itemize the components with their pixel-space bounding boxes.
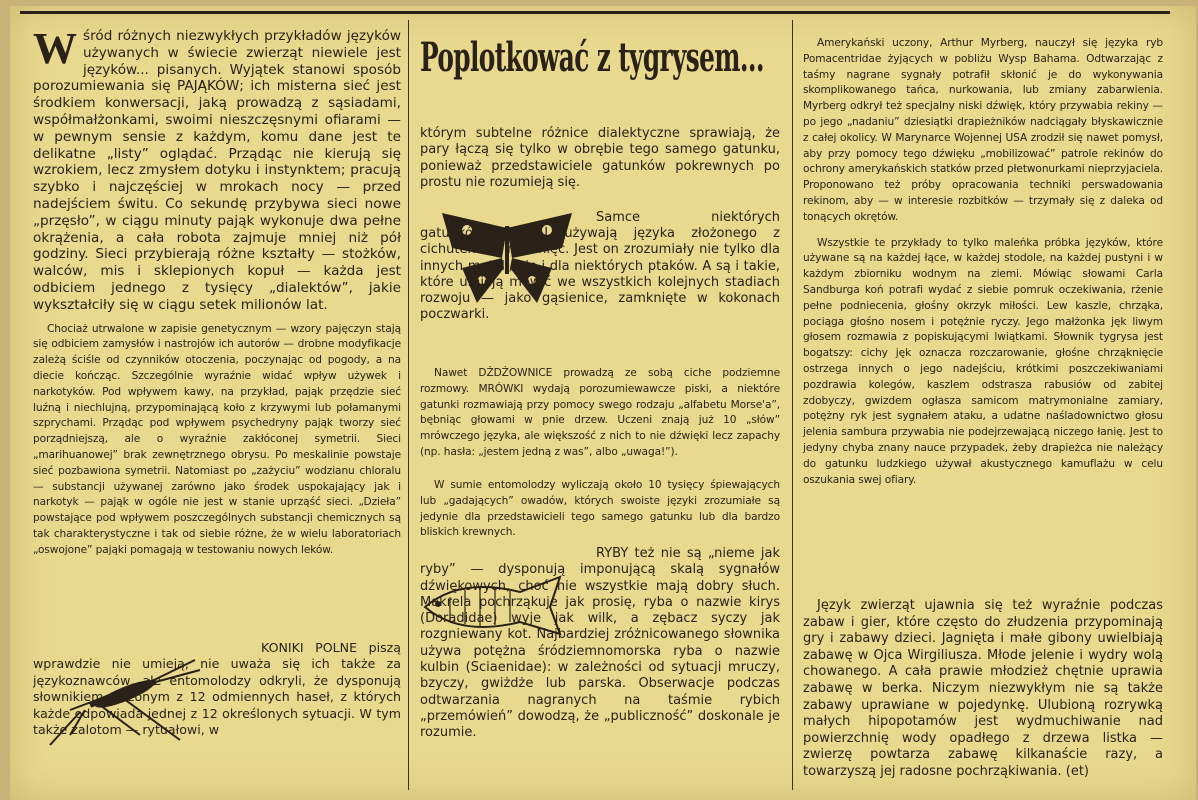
paragraph-dialects: którym subtelne różnice dialektyczne sprawiają, że pary łączą się tylko w obrębie tego samego gatunku, ponieważ przedstawiciele gatunków pokrewnych po prostu nie rozumieją się. <box>420 126 780 191</box>
paragraph-fish: RYBY też nie są „nieme jak ryby” — dysponują imponującą skalą sygnałów dźwiękowych, choć nie wszystkie mają dobry słuch. Makrela pochrząkuje jak prosię, ryba o nazwie kirys (Doradidae) wyje jak wilk, a zębacz syczy jak rozgniewany kot. Najbardziej zróżnicowanego słownika używa potężna śródziemnomorska ryba o nazwie kulbin (Sciaenidae): w zależności od sytuacji mruczy, bzyczy, gwiżdże lub parska. Obserwacje podczas odtwarzania nagranych na taśmie rybich „przemówień” dowodzą, że „publiczność” doskonale je rozumie. <box>420 546 780 741</box>
paragraph-butterflies: Samce niektórych gatunków MOTYLI używają języka złożonego z cichuteńkich mlaśnięć. Jest on zrozumiały nie tylko dla innych motyli, ale i dla niektórych ptaków. A są i takie, które umieją mówić we wszystkich kolejnych stadiach rozwoju — jako gąsienice, zamknięte w kokonach poczwarki. <box>420 210 780 323</box>
headline: Poplotkować z tygrysem... <box>420 34 764 81</box>
top-rule <box>20 11 1170 14</box>
column-1 <box>33 24 401 565</box>
paragraph-insects: W sumie entomolodzy wyliczają około 10 tysięcy śpiewających lub „gadających” owadów, których swoiste języki zrozumiałe są jedynie dla przedstawicieli tego samego gatunku lub dla bardzo bliskich krewnych. <box>420 479 780 539</box>
paragraph-myrberg: Amerykański uczony, Arthur Myrberg, nauczył się języka ryb Pomacentridae żyjących w pobliżu Wysp Bahama. Odtwarzając z taśmy nagrane sygnały potrafił skłonić je do wykonywania skomplikowanego tańca, nurkowania, lub zmiany zabarwienia. Myrberg odkrył też specjalny niski dźwięk, który przywabia rekiny — po jego „nadaniu” dziesiątki drapieżników nadciągały błyskawicznie z całej okolicy. W Marynarce Wojennej USA zrodził się nawet pomysł, aby przy pomocy tego dźwięku „mobilizować” patrole rekinów do ochrony amerykańskich statków przed płetwonurkami nieprzyjaciela. Proponowano też próby opracowania techniki perswadowania rekinom, aby — w interesie rozbitków — trzymały się z daleka od tonących okrętów. <box>803 37 1163 223</box>
column-separator-1 <box>408 20 409 790</box>
paragraph-grasshoppers: KONIKI POLNE piszą wprawdzie nie umieją, nie uważa się ich także za językoznawców, ale entomolodzy odkryli, że dysponują słownikiem złożonym z 12 odmiennych haseł, z których każde odpowiada jednej z 12 określonych sytuacji. W tym także zalotom — rytuałowi, w <box>33 640 401 738</box>
paragraph-spiders <box>33 24 401 314</box>
text: śród różnych niezwykłych przykładów języków używanych w świecie zwierząt niewiele jest języków... pisanych. Wyjątek stanowi sposób porozumiewania się PAJĄKÓW; ich misterna sieć jest środkiem konwersacji, jaką prowadzą z sąsiadami, współmałżonkami, swoimi nieszczęsnymi ofiarami — w pewnym sensie z każdym, komu dane jest te delikatne „listy” oglądać. Prządąc nie kierują się wzrokiem, lecz zmysłem dotyku i instynktem; pracują szybko i najczęściej w mrokach nocy — przed nadejściem świtu. Co sekundę przybywa sieci nowe „przęsło”, w ciągu minuty pająk wykonuje dwa pełne okrążenia, a cała robota zajmuje mniej niż pół godziny. Sieci przybierają różne kształty — stożków, walców, mis i sklepionych kopuł — każda jest odbiciem jednego z tysięcy „dialektów”, jakie wykształciły się w ciągu setek milionów lat. <box>33 28 401 313</box>
column-separator-2 <box>792 20 793 790</box>
paragraph-drugs: Chociaż utrwalone w zapisie genetycznym — wzory pajęczyn stają się odbiciem zamysłów i nastrojów ich autorów — drobne modyfikacje zależą ściśle od czynników otoczenia, poczynając od pogody, a na diecie kończąc. Szczególnie wyraźnie widać wpływ używek i narkotyków. Pod wpływem kawy, na przykład, pająk przędzie sieć luźną i niechlujną, przypominającą koło z krzywymi lub połamanymi szprychami. Prządąc pod wpływem psychedryny pająk tworzy sieć porządniejszą, ale o wyraźnie zakłóconej symetrii. Sieci „marihuanowej” brak zewnętrznego obrysu. Po meskalinie powstaje sieć pozbawiona symetrii. Natomiast po „zażyciu” wodzianu chloralu — substancji używanej zarówno jako środek uspokajający jak i narkotyk — pająk w ogóle nie jest w stanie uprząść sieci. „Dzieła” powstające pod wpływem poszczególnych substancji chemicznych są tak charakterystyczne i tak od siebie różne, że w wielu laboratoriach „oswojone” pająki pomagają w testowaniu nowych leków. <box>33 322 401 556</box>
column-2-top <box>420 126 780 198</box>
paragraph-games: Język zwierząt ujawnia się też wyraźnie podczas zabaw i gier, które często do złudzenia przypominają gry i zabawy dzieci. Jagnięta i małe gibony uwielbiają zabawę w Ojca Wirgiliusza. Młode jelenie i wydry wolą chowanego. A cała prawie młodzież chętnie uprawia zabawę w berka. Niczym niezwykłym nie są także zabawy uprawiane w pojedynkę. Ulubioną rozrywką małych hipopotamów jest wydmuchiwanie nad powierzchnię wody opadłego z drzewa listka — zwierzę powtarza zabawę kilkanaście razy, a towarzyszą jej radosne pochrząkiwania. (et) <box>803 598 1163 779</box>
paragraph-tiger: Wszystkie te przykłady to tylko maleńka próbka języków, które używane są na każdej łące, w każdej stodole, na każdej pustyni i w każdym zbiorniku wodnym na ziemi. Mówiąc słowami Carla Sandburga koń potrafi wydać z siebie pomruk oczekiwania, rżenie pełne podniecenia, głośny okrzyk miłości. Lew kaszle, chrząka, pociąga głośno nosem i potężnie ryczy. Jego małżonka jęk liwym głosem rozmawia z popiskującymi lwiątkami. Słownik tygrysa jest bogatszy: cichy jęk oznacza rozczarowanie, głośne chrząknięcie ostrzega innych o jego nadejściu, krótkimi poszczekiwaniami pozdrawia kolegów, kaszlem odstrasza rabusiów od zabitej zdobyczy, gwizdem ogłasza samicom matrymonialne zamiary, potężny ryk jest sygnałem ataku, a udatne naśladownictwo głosu jelenia sambura przywabia nie podejrzewającą niczego łanię. Jest to jedyny chyba znany nauce przypadek, żeby drapieżca nie należący do gatunku ludzkiego używał akustycznego kamuflażu w celu oszukania swej ofiary. <box>803 236 1163 486</box>
paragraph-worms-ants: Nawet DŻDŻOWNICE prowadzą ze sobą ciche podziemne rozmowy. MRÓWKI wydają porozumiewawcze piski, a niektóre gatunki rozmawiają przy pomocy swego rodzaju „alfabetu Morse'a”, bębniąc głowami w pnie drzew. Uczeni znają już 10 „słów” mrówczego języka, ale większość z nich to nie dźwięki lecz zapachy (np. hasła: „jestem jedną z was”, albo „uwaga!”). <box>420 367 780 458</box>
column-3-top <box>803 36 1163 494</box>
drop-cap: W <box>33 24 77 73</box>
